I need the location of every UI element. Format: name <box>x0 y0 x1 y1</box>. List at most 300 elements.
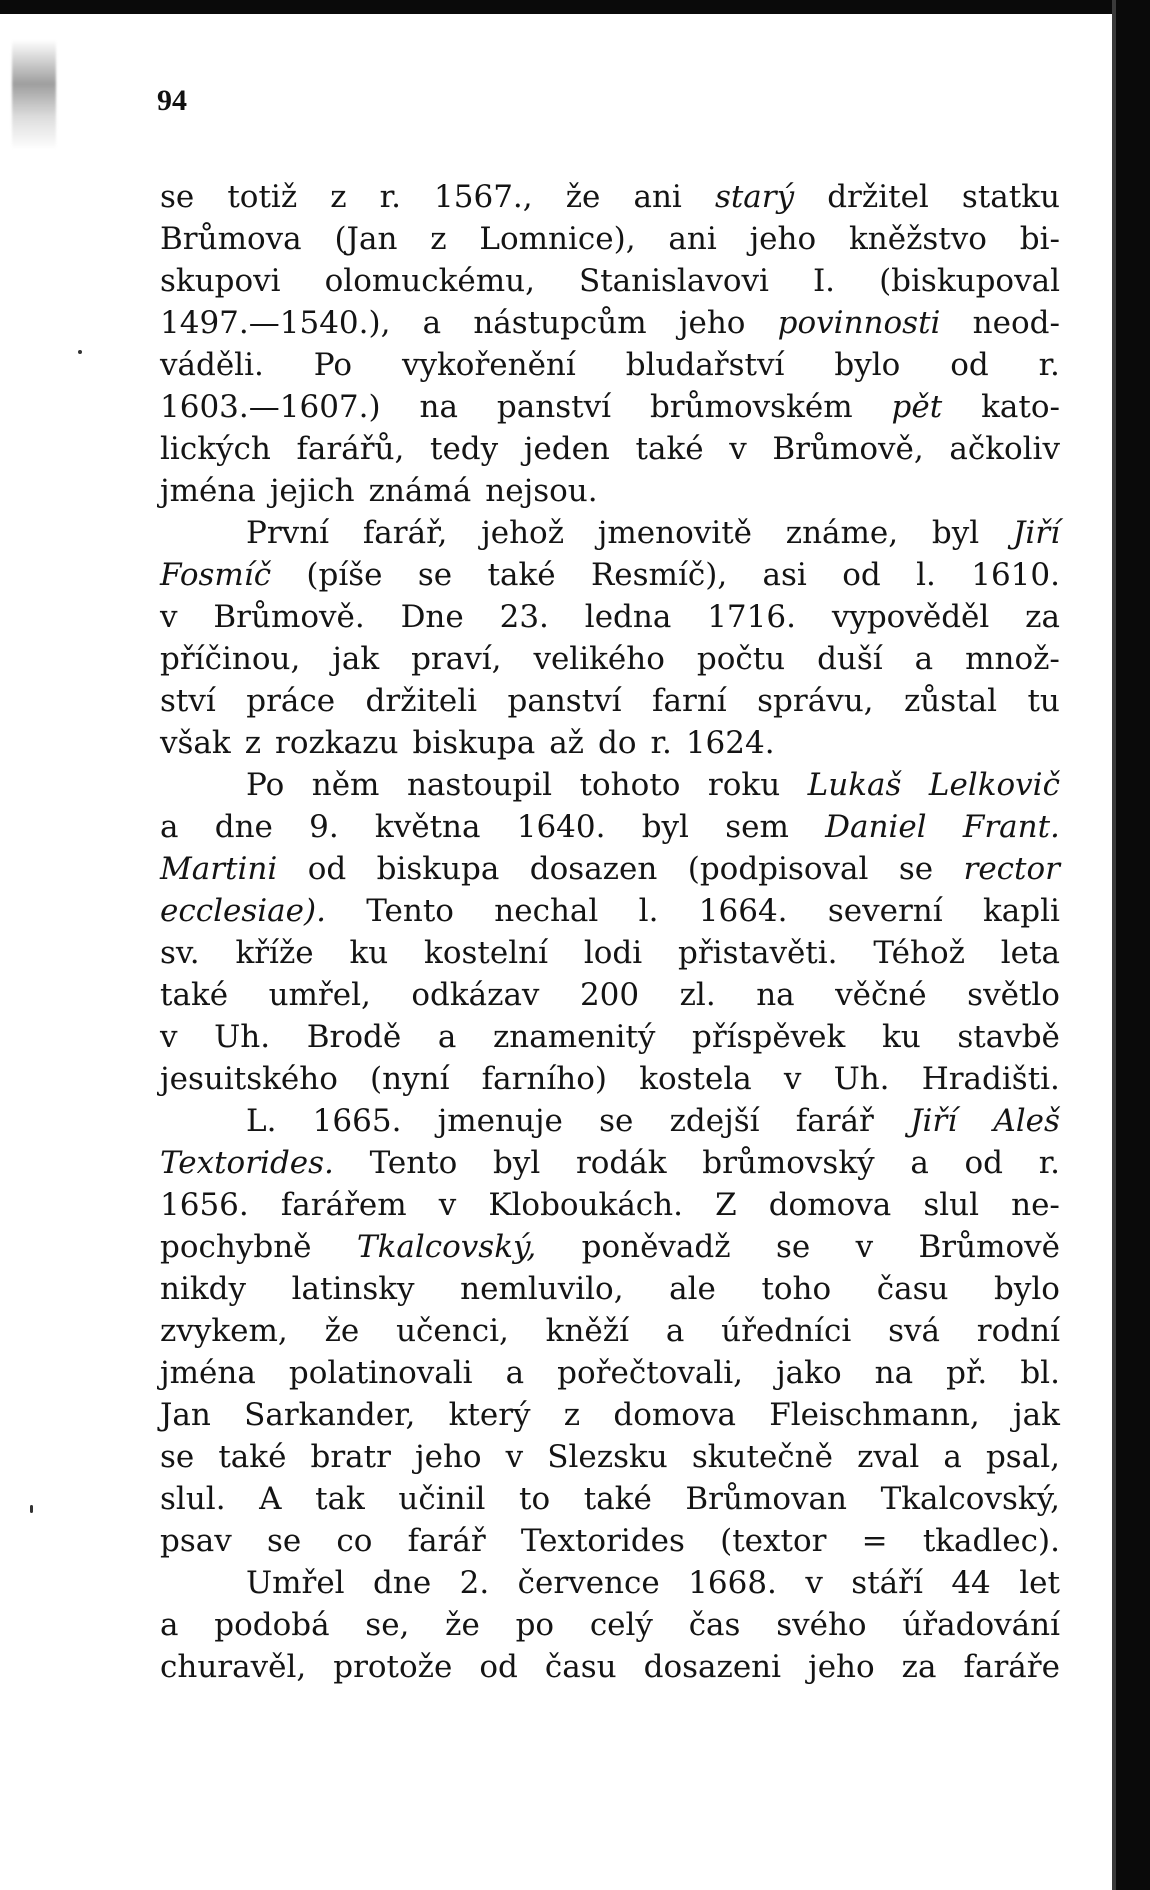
word: toho <box>761 1271 832 1307</box>
text-line <box>160 890 1060 932</box>
text-line <box>160 1268 1060 1310</box>
word: že <box>324 1313 360 1349</box>
word: kříže <box>235 935 314 971</box>
word: z <box>430 221 447 257</box>
text-line <box>160 1562 1060 1604</box>
word: věčné <box>835 977 927 1013</box>
word: vykořenění <box>401 347 576 383</box>
word: 1497.—1540.), <box>160 305 391 341</box>
word: kněží <box>545 1313 629 1349</box>
word: 1664. <box>698 893 788 929</box>
italic-word: povinnosti <box>777 305 941 341</box>
word: Uh. <box>833 1061 890 1097</box>
word: rodák <box>575 1145 667 1181</box>
word: totiž <box>227 179 298 215</box>
word <box>778 302 941 344</box>
word: Tkalcovský, <box>880 1481 1060 1517</box>
word: jesuitského <box>160 1061 338 1097</box>
word: A <box>259 1481 282 1517</box>
word: duší <box>817 641 883 677</box>
word <box>825 806 926 848</box>
text-line <box>160 1352 1060 1394</box>
word: jména <box>160 473 256 509</box>
word: roku <box>707 767 781 803</box>
word: za <box>1025 599 1060 635</box>
word: zvykem, <box>160 1313 288 1349</box>
scan-border-right-shadow <box>1112 0 1116 1890</box>
word: tu <box>1027 683 1060 719</box>
word: a <box>505 1355 525 1391</box>
word <box>160 1142 334 1184</box>
text-line <box>160 848 1060 890</box>
word: jeden <box>523 431 610 467</box>
word: od <box>964 1145 1004 1181</box>
word: Kloboukách. <box>488 1187 683 1223</box>
word: množ- <box>965 641 1060 677</box>
word: úředníci <box>721 1313 852 1349</box>
word: stáří <box>851 1565 923 1601</box>
word: Brůmova <box>160 221 302 257</box>
text-line <box>160 1646 1060 1688</box>
word: světlo <box>967 977 1060 1013</box>
italic-word: ecclesiae). <box>160 893 326 929</box>
word: (biskupoval <box>879 263 1060 299</box>
word: Tento <box>366 893 454 929</box>
word: z <box>330 179 347 215</box>
word: dne <box>373 1565 432 1601</box>
word: úřadování <box>902 1607 1060 1643</box>
word: 23. <box>499 599 549 635</box>
text-line <box>160 302 1060 344</box>
word: příspěvek <box>691 1019 846 1055</box>
word: umřel, <box>268 977 371 1013</box>
word: podobá <box>214 1607 330 1643</box>
word: L. <box>246 1103 277 1139</box>
text-line <box>160 1394 1060 1436</box>
word: Z <box>715 1187 737 1223</box>
word: 2. <box>459 1565 490 1601</box>
word: praví, <box>411 641 502 677</box>
word: kato- <box>981 389 1060 425</box>
word: se <box>898 851 934 887</box>
word: a <box>160 809 179 845</box>
word: známe, <box>785 515 899 551</box>
italic-word: Tkalcovský, <box>356 1229 537 1265</box>
word: biskupa <box>376 851 500 887</box>
word <box>964 848 1060 890</box>
text-line <box>160 1436 1060 1478</box>
word: května <box>374 809 481 845</box>
italic-word: Frant. <box>962 809 1060 845</box>
word: latinsky <box>291 1271 415 1307</box>
text-line <box>160 512 1060 554</box>
word: poněvadž <box>581 1229 731 1265</box>
word: tohoto <box>579 767 681 803</box>
word: psal, <box>985 1439 1060 1475</box>
word: jako <box>776 1355 842 1391</box>
word: a <box>943 1439 962 1475</box>
word: statku <box>961 179 1060 215</box>
text-line <box>160 1226 1060 1268</box>
word: farní <box>652 683 727 719</box>
word: 1665. <box>312 1103 402 1139</box>
word <box>892 386 943 428</box>
italic-word: Lelkovič <box>928 767 1060 803</box>
word: 1603.—1607.) <box>160 389 381 425</box>
text-line <box>160 1016 1060 1058</box>
word: rodní <box>976 1313 1060 1349</box>
word: olomuckému, <box>324 263 535 299</box>
word: kostelní <box>424 935 549 971</box>
word: brůmovský <box>702 1145 875 1181</box>
text-line <box>160 974 1060 1016</box>
word: Dne <box>400 599 464 635</box>
word: Fleischmann, <box>769 1397 980 1433</box>
word: práce <box>246 683 336 719</box>
word: známá <box>368 473 472 509</box>
word: se <box>599 1103 634 1139</box>
word <box>808 764 902 806</box>
word: neod- <box>972 305 1060 341</box>
word: byl <box>931 515 980 551</box>
word: 1668. <box>688 1565 777 1601</box>
word: Hradišti. <box>921 1061 1060 1097</box>
word: Textorides <box>520 1523 685 1559</box>
word: př. <box>946 1355 988 1391</box>
word: (podpisoval <box>687 851 869 887</box>
word: a <box>422 305 442 341</box>
word: (píše <box>306 557 383 593</box>
italic-word: Lukaš <box>807 767 902 803</box>
word: se <box>160 1439 195 1475</box>
word: v <box>160 599 178 635</box>
word: Tento <box>369 1145 458 1181</box>
word: Jan <box>160 1397 211 1433</box>
word: r. <box>1038 347 1060 383</box>
word: farářem <box>280 1187 407 1223</box>
word: na <box>874 1355 914 1391</box>
word: dne <box>214 809 273 845</box>
word: ačkoliv <box>949 431 1060 467</box>
word: 1624. <box>685 725 775 761</box>
word: v <box>805 1565 823 1601</box>
word: skutečně <box>691 1439 833 1475</box>
word: příčinou, <box>160 641 301 677</box>
word: Brůmovan <box>685 1481 847 1517</box>
text-line <box>160 596 1060 638</box>
italic-word: Daniel <box>825 809 927 845</box>
text-line <box>160 722 1060 764</box>
word: bylo <box>834 347 901 383</box>
text-line <box>160 260 1060 302</box>
word: lodi <box>583 935 643 971</box>
italic-word: rector <box>963 851 1060 887</box>
word: který <box>448 1397 531 1433</box>
word: znamenitý <box>492 1019 656 1055</box>
word: polatinovali <box>288 1355 473 1391</box>
word: svého <box>776 1607 867 1643</box>
italic-word: Fosmíč <box>160 557 272 593</box>
word <box>160 554 271 596</box>
word: z <box>244 725 262 761</box>
text-line <box>160 344 1060 386</box>
word: protože <box>333 1649 453 1685</box>
word: panství <box>507 683 622 719</box>
word: domova <box>613 1397 736 1433</box>
word: také <box>635 431 704 467</box>
word: rozkazu <box>275 725 399 761</box>
word: bratr <box>310 1439 391 1475</box>
word: správu, <box>757 683 874 719</box>
word: skupovi <box>160 263 281 299</box>
word: v <box>505 1439 524 1475</box>
word: kostela <box>639 1061 752 1097</box>
word: churavěl, <box>160 1649 307 1685</box>
word: času <box>876 1271 949 1307</box>
word: pochybně <box>160 1229 312 1265</box>
word: do <box>598 725 637 761</box>
word: nastoupil <box>406 767 553 803</box>
word: se <box>160 179 195 215</box>
word <box>1013 512 1060 554</box>
word: ledna <box>584 599 672 635</box>
text-line <box>160 554 1060 596</box>
word: také <box>218 1439 287 1475</box>
text-line <box>160 1310 1060 1352</box>
text-line <box>160 638 1060 680</box>
word: nikdy <box>160 1271 247 1307</box>
text-line <box>160 176 1060 218</box>
scan-border-top <box>0 0 1150 14</box>
word: v <box>438 1187 457 1223</box>
word: První <box>246 515 330 551</box>
word: jeho <box>415 1439 482 1475</box>
word: slul. <box>160 1481 226 1517</box>
word: (Jan <box>334 221 398 257</box>
word: za <box>901 1649 937 1685</box>
word: farář <box>795 1103 874 1139</box>
page-number: 94 <box>157 84 187 117</box>
body-text <box>160 176 1060 1688</box>
word: kněžstvo <box>848 221 987 257</box>
word: se <box>775 1229 811 1265</box>
text-line <box>160 1520 1060 1562</box>
word: učinil <box>398 1481 486 1517</box>
word: nechal <box>494 893 599 929</box>
text-line <box>160 932 1060 974</box>
italic-word: starý <box>714 179 795 215</box>
word: že <box>445 1607 480 1643</box>
text-line <box>160 218 1060 260</box>
word: pořečtovali, <box>557 1355 744 1391</box>
word: domova <box>768 1187 892 1223</box>
word: se <box>266 1523 302 1559</box>
word: učenci, <box>396 1313 509 1349</box>
word: svá <box>888 1313 940 1349</box>
word: Téhož <box>873 935 965 971</box>
word: sv. <box>160 935 200 971</box>
word: r. <box>1038 1145 1060 1181</box>
word: farář <box>407 1523 486 1559</box>
word: tak <box>315 1481 365 1517</box>
word: Uh. <box>214 1019 271 1055</box>
word: váděli. <box>160 347 264 383</box>
italic-word: pět <box>891 389 943 425</box>
word: něm <box>311 767 380 803</box>
word: Brůmově <box>918 1229 1060 1265</box>
word: až <box>549 725 585 761</box>
word: l. <box>638 893 659 929</box>
text-line <box>160 806 1060 848</box>
word: kapli <box>983 893 1060 929</box>
word: od <box>479 1649 518 1685</box>
word: l. <box>916 557 936 593</box>
word: 1567., <box>434 179 533 215</box>
word: a <box>665 1313 685 1349</box>
word: v <box>160 1019 178 1055</box>
word: však <box>160 725 231 761</box>
scan-speck <box>78 350 82 354</box>
word: zdejší <box>669 1103 760 1139</box>
word: 200 <box>579 977 640 1013</box>
word <box>160 848 277 890</box>
word: a <box>914 641 934 677</box>
word: Sarkander, <box>244 1397 416 1433</box>
word: ani <box>633 179 682 215</box>
word: jmenuje <box>437 1103 563 1139</box>
word: také <box>583 1481 652 1517</box>
word: 1716. <box>707 599 796 635</box>
scan-border-right <box>1116 0 1150 1890</box>
word <box>160 890 326 932</box>
italic-word: Textorides. <box>160 1145 334 1181</box>
word: z <box>563 1397 581 1433</box>
word: zl. <box>679 977 716 1013</box>
word: farářů, <box>296 431 405 467</box>
word: panství <box>496 389 612 425</box>
word: bl. <box>1020 1355 1060 1391</box>
word: let <box>1019 1565 1060 1601</box>
word: tedy <box>429 431 499 467</box>
word: nejsou. <box>485 473 598 509</box>
word: července <box>517 1565 660 1601</box>
word: bludařství <box>625 347 785 383</box>
word: Stanislavovi <box>578 263 769 299</box>
word: Po <box>246 767 285 803</box>
text-line <box>160 1100 1060 1142</box>
word: jeho <box>749 221 817 257</box>
word: Resmíč), <box>590 557 728 593</box>
word: Brůmově, <box>772 431 924 467</box>
word: 44 <box>951 1565 991 1601</box>
italic-word: Jiří <box>910 1103 958 1139</box>
text-line <box>160 1604 1060 1646</box>
word: nástupcům <box>473 305 647 341</box>
text-line <box>160 386 1060 428</box>
word: na <box>419 389 458 425</box>
word: ku <box>349 935 389 971</box>
word: dosazeni <box>643 1649 782 1685</box>
word: byl <box>492 1145 541 1181</box>
word: asi <box>762 557 807 593</box>
word <box>357 1226 536 1268</box>
word: jak <box>332 641 380 677</box>
word: Lomnice), <box>479 221 636 257</box>
text-line <box>160 680 1060 722</box>
word: 1656. <box>160 1187 249 1223</box>
word: počtu <box>696 641 786 677</box>
word: jejich <box>269 473 355 509</box>
word: zůstal <box>903 683 998 719</box>
word: stavbě <box>957 1019 1060 1055</box>
text-line <box>160 428 1060 470</box>
word: se, <box>365 1607 410 1643</box>
word: ale <box>669 1271 716 1307</box>
word: ani <box>668 221 717 257</box>
word: se <box>417 557 453 593</box>
word <box>715 176 794 218</box>
word: farního) <box>481 1061 608 1097</box>
word: farář, <box>362 515 448 551</box>
word: ství <box>160 683 216 719</box>
word: čas <box>688 1607 741 1643</box>
word: ne- <box>1011 1187 1060 1223</box>
text-line <box>160 764 1060 806</box>
word: co <box>336 1523 373 1559</box>
word: také <box>487 557 556 593</box>
word: a <box>160 1607 179 1643</box>
word: v <box>783 1061 802 1097</box>
word: r. <box>379 179 401 215</box>
word: celý <box>589 1607 653 1643</box>
word: 1640. <box>516 809 606 845</box>
word: jmenovitě <box>597 515 752 551</box>
word: Umřel <box>246 1565 345 1601</box>
word: od <box>950 347 989 383</box>
word: Po <box>313 347 353 383</box>
word: od <box>307 851 347 887</box>
italic-word: Martini <box>160 851 278 887</box>
word: v <box>729 431 747 467</box>
word: (nyní <box>370 1061 450 1097</box>
italic-word: Jiří <box>1012 515 1060 551</box>
text-line <box>160 1142 1060 1184</box>
word: leta <box>1000 935 1060 971</box>
word <box>993 1100 1060 1142</box>
word: jeho <box>678 305 746 341</box>
word: nemluvilo, <box>460 1271 624 1307</box>
word: času <box>544 1649 617 1685</box>
word: dosazen <box>529 851 658 887</box>
word: na <box>756 977 795 1013</box>
word: Brodě <box>306 1019 402 1055</box>
word: 1610. <box>971 557 1060 593</box>
word: jehož <box>481 515 565 551</box>
word: brůmovském <box>649 389 853 425</box>
word: psav <box>160 1523 232 1559</box>
word: držitel <box>827 179 929 215</box>
word: biskupa <box>412 725 536 761</box>
word: že <box>565 179 601 215</box>
word: = <box>861 1523 888 1559</box>
text-line <box>160 1478 1060 1520</box>
word: bi- <box>1019 221 1060 257</box>
text-line <box>160 1058 1060 1100</box>
word: přistavěti. <box>678 935 838 971</box>
word: jak <box>1013 1397 1060 1433</box>
word: Brůmově. <box>213 599 365 635</box>
word: odkázav <box>411 977 540 1013</box>
